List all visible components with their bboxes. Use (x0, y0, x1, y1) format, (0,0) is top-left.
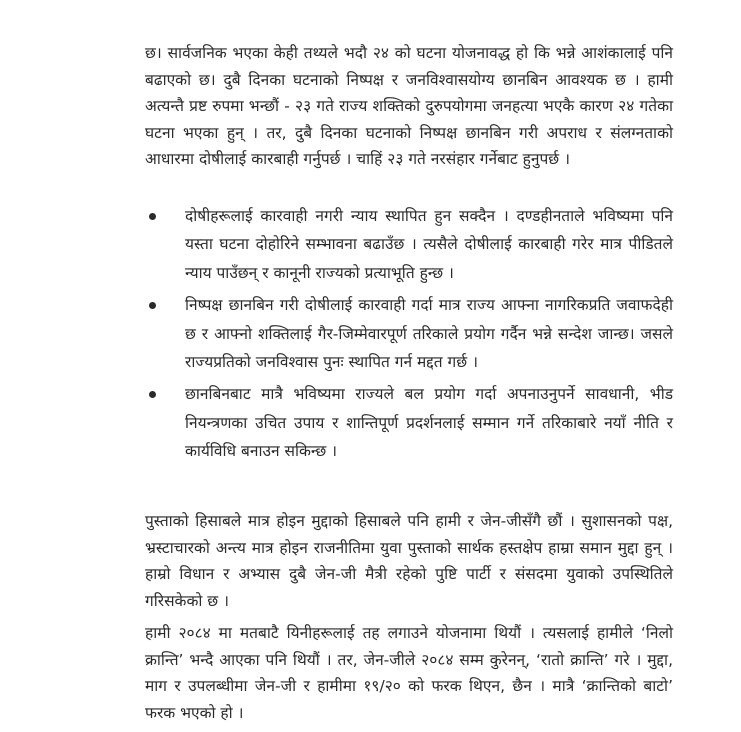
bullet-text: दोषीहरूलाई कारवाही नगरी न्याय स्थापित हुन सक्दैन । दण्डहीनताले भविष्यमा पनि यस्ता घटना दोहोरिने सम्भावना बढाउँछ । त्यसैले दोषीलाई कारबाही गरेर मात्र पीडितले न्याय पाउँछन् र कानूनी राज्यको प्रत्याभूति हुन्छ । (185, 207, 673, 282)
bullet-icon (149, 213, 156, 220)
list-item (145, 380, 673, 465)
list-item (145, 291, 673, 376)
bullet-icon (149, 391, 156, 398)
bullet-text: निष्पक्ष छानबिन गरी दोषीलाई कारवाही गर्दा मात्र राज्य आफ्ना नागरिकप्रति जवाफदेही छ र आफ्नो शक्तिलाई गैर-जिम्मेवारपूर्ण तरिकाले प्रयोग गर्दैन भन्ने सन्देश जान्छ। जसले राज्यप्रतिको जनविश्वास पुनः स्थापित गर्न मद्दत गर्छ । (185, 296, 673, 372)
paragraph-generation: पुस्ताको हिसाबले मात्र होइन मुद्दाको हिसाबले पनि हामी र जेन-जीसँगै छौं । सुशासनको पक्ष, भ्रस्टाचारको अन्त्य मात्र होइन राजनीतिमा युवा पुस्ताको सार्थक हस्तक्षेप हाम्रा समान मुद्दा हुन् । हाम्रो विधान र अभ्यास दुबै जेन-जी मैत्री रहेको पुष्टि पार्टी र संसदमा युवाको उपस्थितिले गरिसकेको छ । (145, 512, 673, 610)
bullet-list (145, 202, 673, 470)
paragraph-revolution: हामी २०८४ मा मतबाटै यिनीहरूलाई तह लगाउने योजनामा थियौं । त्यसलाई हामीले ‘निलो क्रान्ति’ भन्दै आएका पनि थियौं । तर, जेन-जीले २०८४ सम्म कुरेनन्, ‘रातो क्रान्ति’ गरे । मुद्दा, माग र उपलब्धीमा जेन-जी र हामीमा १९/२० को फरक थिएन, छैन । मात्रै ‘क्रान्तिको बाटो’ फरक भएको हो । (145, 624, 673, 722)
bullet-icon (149, 302, 156, 309)
list-item (145, 202, 673, 287)
paragraph-intro: छ। सार्वजनिक भएका केही तथ्यले भदौ २४ को घटना योजनावद्ध हो कि भन्ने आशंकालाई पनि बढाएको छ। दुबै दिनका घटनाको निष्पक्ष र जनविश्वासयोग्य छानबिन आवश्यक छ । हामी अत्यन्तै प्रष्ट रुपमा भन्छौं - २३ गते राज्य शक्तिको दुरुपयोगमा जनहत्या भएकै कारण २४ गतेका घटना भएका हुन् । तर, दुबै दिनका घटनाको निष्पक्ष छानबिन गरी अपराध र संलग्नताको आधारमा दोषीलाई कारबाही गर्नुपर्छ । चाहिं २३ गते नरसंहार गर्नेबाट हुनुपर्छ । (145, 44, 673, 169)
bullet-text: छानबिनबाट मात्रै भविष्यमा राज्यले बल प्रयोग गर्दा अपनाउनुपर्ने सावधानी, भीड नियन्त्रणका उचित उपाय र शान्तिपूर्ण प्रदर्शनलाई सम्मान गर्ने तरिकाबारे नयाँ नीति र कार्यविधि बनाउन सकिन्छ । (185, 385, 673, 461)
